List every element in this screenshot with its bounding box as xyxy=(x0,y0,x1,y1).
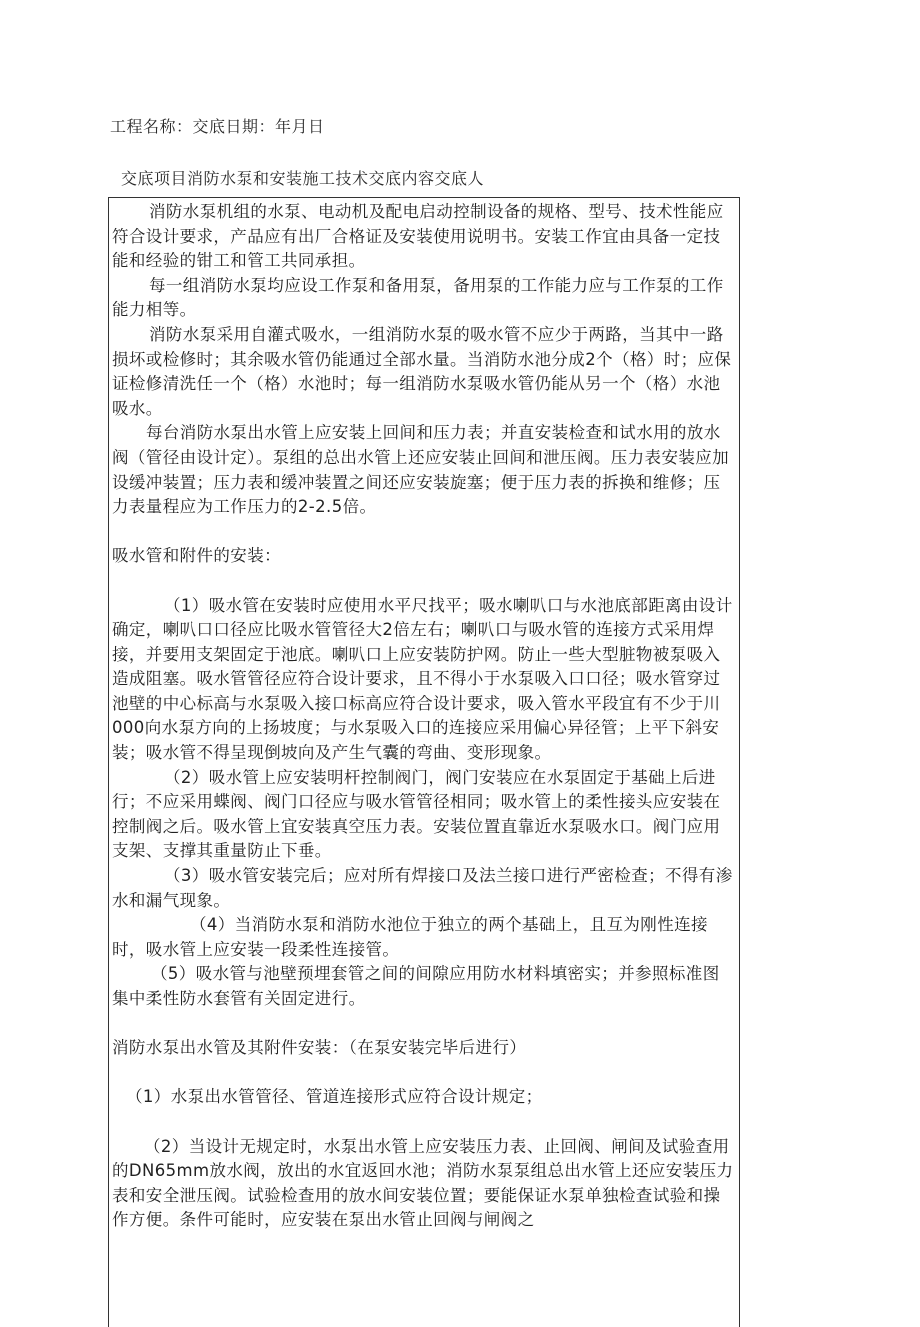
subject-line: 交底项目消防水泵和安装施工技术交底内容交底人 xyxy=(121,169,485,188)
outlet-item-1: （1）水泵出水管管径、管道连接形式应符合设计规定； xyxy=(126,1087,543,1107)
suction-item-1: （1）吸水管在安装时应使用水平尺找平；吸水喇叭口与水池底部距离由设计确定，喇叭口口径应比吸水管管径大2倍左右；喇叭口与吸水管的连接方式采用焊接，并要用支架固定于池底。喇叭口上应安装防护网。防止一些大型脏物被泵吸入造成阻塞。吸水管管径应符合设计要求，且不得小于水泵吸入口口径；吸水管穿过池壁的中心标高与水泵吸入接口标高应符合设计要求，吸入管水平段宜有不少于川000向水泵方向的上扬坡度；与水泵吸入口的连接应采用偏心异径管；上平下斜安装；吸水管不得呈现倒坡向及产生气囊的弯曲、变形现象。 xyxy=(112,595,733,763)
paragraph-equipment: 消防水泵机组的水泵、电动机及配电启动控制设备的规格、型号、技术性能应符合设计要求，产品应有出厂合格证及安装使用说明书。安装工作宜由具备一定技能和经验的钳工和管工共同承担。 xyxy=(112,202,724,271)
suction-item-2: （2）吸水管上应安装明杆控制阀门，阀门安装应在水泵固定于基础上后进行；不应采用蝶阀、阀门口径应与吸水管管径相同；吸水管上的柔性接头应安装在控制阀之后。吸水管上宜安装真空压力表。安装位置直靠近水泵吸水口。阀门应用支架、支撑其重量防止下垂。 xyxy=(112,767,721,861)
project-info-line: 工程名称：交底日期：年月日 xyxy=(110,117,325,136)
paragraph-suction: 消防水泵采用自灌式吸水，一组消防水泵的吸水管不应少于两路，当其中一路损坏或检修时；其余吸水管仍能通过全部水量。当消防水池分成2个（格）时；应保证检修清洗任一个（格）水池时；每一组消防水泵吸水管仍能从另一个（格）水池吸水。 xyxy=(112,324,732,418)
paragraph-outlet-gauge: 每台消防水泵出水管上应安装上回间和压力表；并直安装检查和试水用的放水阀（管径由设计定）。泵组的总出水管上还应安装止回间和泄压阀。压力表安装应加设缓冲装置；压力表和缓冲装置之间还应安装旋塞；便于压力表的拆换和维修；压力表量程应为工作压力的2-2.5倍。 xyxy=(112,423,730,517)
suction-item-3: （3）吸水管安装完后；应对所有焊接口及法兰接口进行严密检查；不得有渗水和漏气现象。 xyxy=(112,866,733,910)
suction-item-5: （5）吸水管与池壁预埋套管之间的间隙应用防水材料填密实；并参照标准图集中柔性防水套管有关固定进行。 xyxy=(112,964,720,1008)
disclosure-content xyxy=(112,200,736,1233)
outlet-item-2: （2）当设计无规定时，水泵出水管上应安装压力表、止回阀、闸间及试验查用的DN65mm放水阀，放出的水宜返回水池；消防水泵泵组总出水管上还应安装压力表和安全泄压阀。试验检查用的放水间安装位置；要能保证水泵单独检查试验和操作方便。条件可能时，应安装在泵出水管止回阀与闸阀之 xyxy=(112,1136,734,1230)
section-title-outlet-pipe: 消防水泵出水管及其附件安装：（在泵安装完毕后进行） xyxy=(112,1038,527,1058)
section-title-suction-pipe: 吸水管和附件的安装： xyxy=(112,546,281,566)
suction-item-4: （4）当消防水泵和消防水池位于独立的两个基础上，且互为刚性连接时，吸水管上应安装一段柔性连接管。 xyxy=(112,915,708,959)
paragraph-standby-pump: 每一组消防水泵均应设工作泵和备用泵，备用泵的工作能力应与工作泵的工作能力相等。 xyxy=(112,275,724,320)
